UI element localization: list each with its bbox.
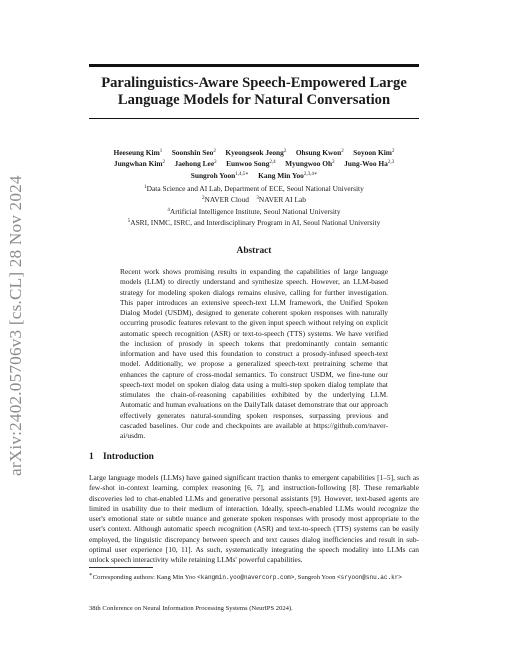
author: Jung-Woo Ha$^{2,3}$	[344, 159, 395, 169]
author: Kyeongseok Jeong$^2$	[225, 148, 287, 157]
title-rule-top	[89, 64, 419, 67]
author: Heeseung Kim$^1$	[113, 148, 163, 157]
section-number: 1	[89, 452, 94, 462]
affiliation: $^2$NAVER Cloud $^3$NAVER AI Lab	[202, 195, 306, 205]
conference-note: 38th Conference on Neural Information Processing Systems (NeurIPS 2024).	[89, 605, 293, 612]
author-row-1	[89, 147, 419, 158]
affiliation: $^1$Data Science and AI Lab, Department of ECE, Seoul National University	[144, 184, 364, 193]
author-row-2	[89, 158, 419, 169]
author: Myungwoo Oh$^2$	[285, 159, 335, 169]
author: Soyoon Kim$^2$	[353, 148, 395, 157]
abstract-heading: Abstract	[236, 246, 272, 256]
author: Soonshin Seo$^2$	[171, 148, 216, 157]
title-line-2: Language Models for Natural Conversation	[117, 92, 391, 108]
footnote-marker: ∗	[89, 572, 93, 578]
author-list	[89, 147, 419, 181]
footnote-corresponding-authors: ∗Corresponding authors: Kang Min Yoo <kangmin.yoo@navercorp.com>, Sungroh Yoon <sryoon@snu.ac.kr>	[89, 572, 402, 582]
author: Kang Min Yoo$^{2,3,4∗}$	[258, 170, 318, 180]
footnote-rule	[89, 567, 153, 568]
section-heading-introduction	[89, 452, 154, 462]
author: Eunwoo Song$^{2,4}$	[226, 159, 276, 169]
paper-title	[89, 75, 419, 109]
introduction-body: Large language models (LLMs) have gained significant traction thanks to emergent capabilities [1–5], such as few-shot in-context learning, complex reasoning [6, 7], and instruction-following [8]. These remarkable discoveries led to chat-enabled LLMs and generative personal assistants [9]. However, text-based agents are limited in usability due to their medium of interaction. Ideally, speech-enabled LLMs would recognize the user's emotional state or subtle nuance and generate spoken responses with prosody most appropriate to the user's context. Although automatic speech recognition (ASR) and text-to-speech (TTS) systems can be easily employed, the linguistic discrepancy between speech and text causes dialog inefficiencies and result in sub-optimal user experience [10, 11]. As such, systematically integrating the speech modality into LLMs can unlock speech interactivity while retaining LLMs' powerful capabilities.	[89, 473, 419, 564]
author: Jungwhan Kim$^2$	[113, 159, 166, 169]
abstract-body: Recent work shows promising results in expanding the capabilities of large language models (LLM) to directly understand and synthesize speech. However, an LLM-based strategy for modeling spoken dialogs remains elusive, calling for further investigation. This paper introduces an extensive speech-text LLM framework, the Unified Spoken Dialog Model (USDM), designed to generate coherent spoken responses with naturally occurring prosodic features relevant to the given input speech without relying on explicit automatic speech recognition (ASR) or text-to-speech (TTS) systems. We have verified the inclusion of prosody in speech tokens that predominantly contain semantic information and have used this foundation to construct a prosody-infused speech-text model. Additionally, we propose a generalized speech-text pretraining scheme that enhances the capture of cross-modal semantics. To construct USDM, we fine-tune our speech-text model on spoken dialog data using a multi-step spoken dialog template that stimulates the chain-of-reasoning capabilities exhibited by the underlying LLM. Automatic and human evaluations on the DailyTalk dataset demonstrate that our approach effectively generates natural-sounding spoken responses, surpassing previous and cascaded baselines. Our code and checkpoints are available at https://github.com/naver-ai/usdm.	[120, 267, 388, 440]
author: Jaehong Lee$^2$	[174, 159, 217, 169]
author-row-3	[89, 170, 419, 181]
section-title: Introduction	[103, 452, 154, 462]
email-link[interactable]: <kangmin.yoo@navercorp.com>	[197, 574, 295, 582]
title-rule-bottom	[89, 118, 419, 119]
affiliation: $^5$ASRI, INMC, ISRC, and Interdisciplinary Program in AI, Seoul National University	[127, 217, 381, 227]
author: Ohsung Kwon$^2$	[295, 148, 344, 157]
author: Sungroh Yoon$^{1,4,5∗}$	[190, 170, 249, 180]
arxiv-identifier-sidebar: arXiv:2402.05706v3 [cs.CL] 28 Nov 2024	[6, 175, 25, 476]
title-line-1: Paralinguistics-Aware Speech-Empowered Large	[101, 75, 407, 91]
email-link[interactable]: <sryoon@snu.ac.kr>	[337, 574, 402, 582]
affiliation: $^4$Artificial Intelligence Institute, Seoul National University	[167, 206, 341, 216]
affiliation-list	[89, 183, 419, 228]
